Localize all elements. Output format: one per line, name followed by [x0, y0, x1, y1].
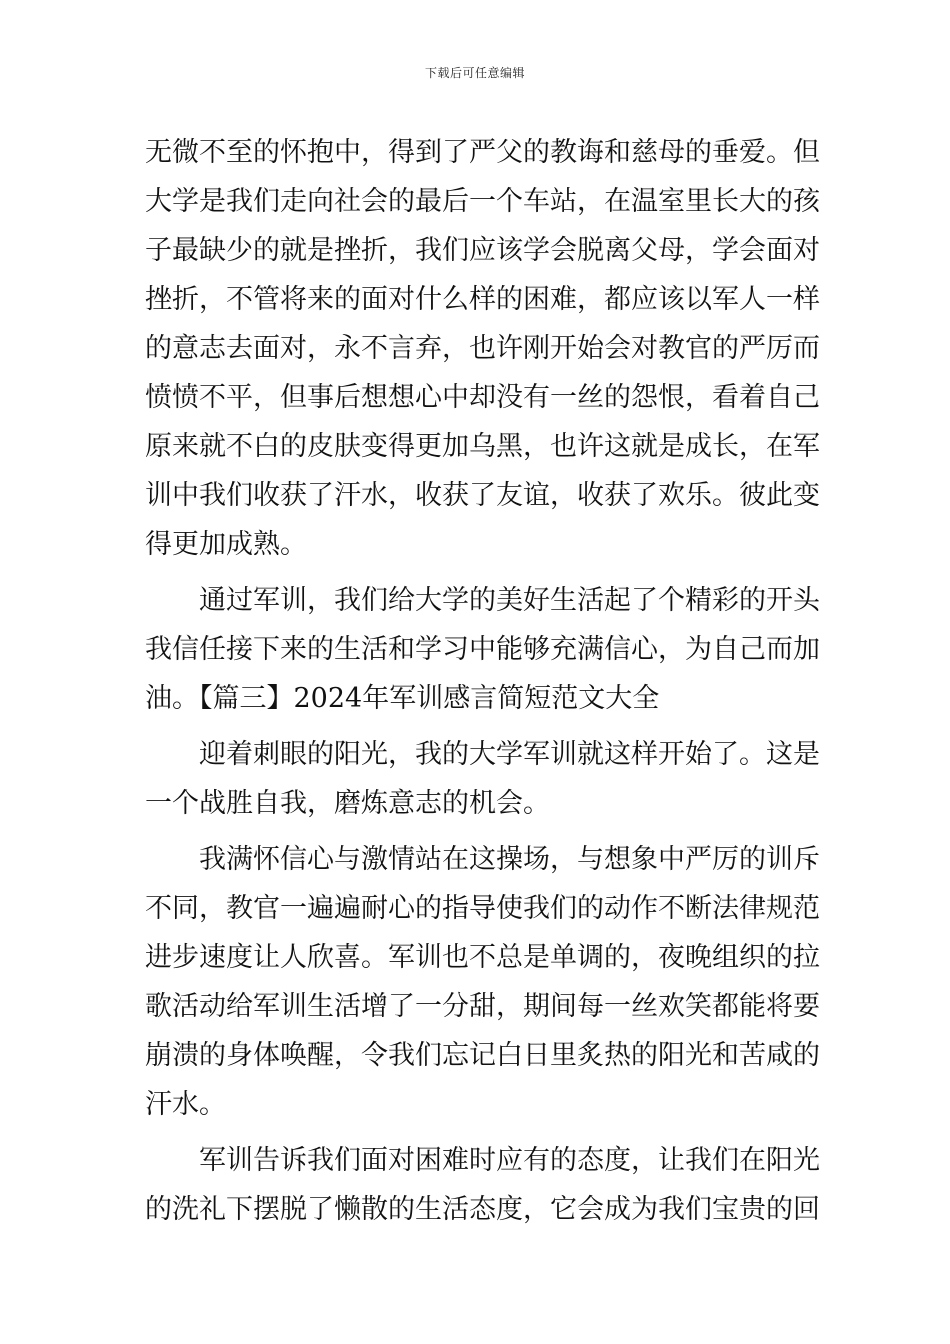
text-line: 的洗礼下摆脱了懒散的生活态度，它会成为我们宝贵的回 — [145, 1194, 820, 1225]
text-line: 汗水。 — [145, 1089, 226, 1120]
text-line: 崩溃的身体唤醒，令我们忘记白日里炙热的阳光和苦咸的 — [145, 1040, 820, 1071]
text-line: 迎着刺眼的阳光，我的大学军训就这样开始了。这是 — [199, 739, 820, 770]
text-line: 我信任接下来的生活和学习中能够充满信心，为自己而加 — [145, 634, 820, 665]
text-line: 进步速度让人欣喜。军训也不总是单调的，夜晚组织的拉 — [145, 942, 820, 973]
text-line: 无微不至的怀抱中，得到了严父的教诲和慈母的垂爱。但 — [145, 137, 820, 168]
page-header: 下载后可任意编辑 — [424, 66, 525, 80]
paragraph — [145, 1136, 820, 1234]
paragraph — [145, 730, 820, 828]
text-line: 军训告诉我们面对困难时应有的态度，让我们在阳光 — [199, 1145, 820, 1176]
document-body — [145, 128, 820, 1234]
text-line: 挫折，不管将来的面对什么样的困难，都应该以军人一样 — [145, 284, 820, 315]
text-line: 子最缺少的就是挫折，我们应该学会脱离父母，学会面对 — [145, 235, 820, 266]
text-line: 歌活动给军训生活增了一分甜，期间每一丝欢笑都能将要 — [145, 991, 820, 1022]
text-line: 的意志去面对，永不言弃，也许刚开始会对教官的严厉而 — [145, 333, 820, 364]
text-line: 通过军训，我们给大学的美好生活起了个精彩的开头 — [199, 585, 820, 616]
text-line: 得更加成熟。 — [145, 529, 307, 560]
text-line: 原来就不白的皮肤变得更加乌黑，也许这就是成长，在军 — [145, 431, 820, 462]
paragraph — [145, 576, 820, 723]
text-line: 不同，教官一遍遍耐心的指导使我们的动作不断法律规范 — [145, 893, 820, 924]
text-line: 愤愤不平，但事后想想心中却没有一丝的怨恨，看着自己 — [145, 382, 820, 413]
section-heading-line: 油。【篇三】2024年军训感言简短范文大全 — [145, 683, 660, 714]
paragraph — [145, 128, 820, 569]
paragraph — [145, 835, 820, 1129]
text-line: 训中我们收获了汗水，收获了友谊，收获了欢乐。彼此变 — [145, 480, 820, 511]
text-line: 我满怀信心与激情站在这操场，与想象中严厉的训斥 — [199, 844, 820, 875]
text-line: 一个战胜自我，磨炼意志的机会。 — [145, 788, 550, 819]
text-line: 大学是我们走向社会的最后一个车站，在温室里长大的孩 — [145, 186, 820, 217]
